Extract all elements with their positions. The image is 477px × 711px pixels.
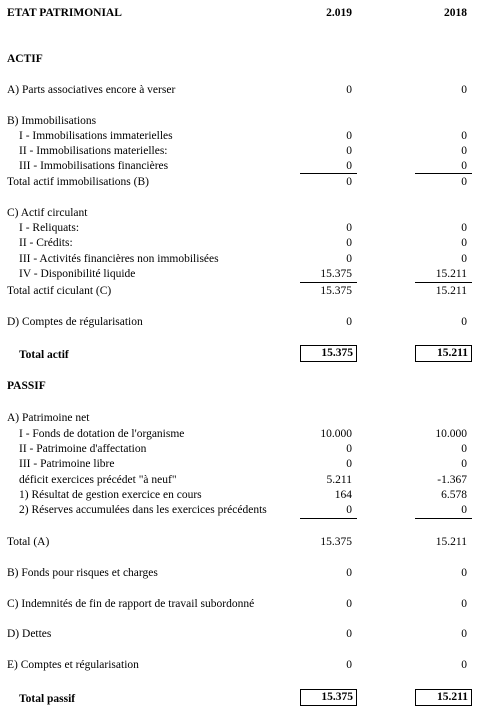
parts-label: A) Parts associatives encore à verser (7, 84, 176, 96)
circ-heading-row (0, 206, 477, 221)
total-a-value-2019: 15.375 (320, 536, 352, 548)
fonds-value-2019: 0 (346, 567, 352, 579)
circ-iv-value-2018: 15.211 (435, 268, 467, 280)
actif-regul-row (0, 315, 477, 330)
total-passif-row (0, 692, 477, 707)
dettes-value-2018: 0 (461, 628, 467, 640)
circ-i-label: I - Reliquats: (19, 222, 80, 234)
patr-result-value-2019: 164 (334, 489, 352, 501)
circ-total-row (0, 284, 477, 299)
patr-i-value-2019: 10.000 (320, 428, 352, 440)
actif-regul-label: D) Comptes de régularisation (7, 316, 143, 328)
patr-deficit-label: déficit exercices précédet "à neuf" (19, 474, 177, 486)
total-a-value-2018: 15.211 (435, 536, 467, 548)
patr-reserves-row (0, 503, 477, 518)
circ-total-value-2018: 15.211 (435, 285, 467, 297)
circ-heading: C) Actif circulant (7, 207, 88, 219)
indem-label: C) Indemnités de fin de rapport de travail subordonné (7, 598, 255, 610)
immob-ii-row (0, 144, 477, 159)
immob-ii-value-2018: 0 (461, 145, 467, 157)
circ-iv-row (0, 267, 477, 282)
immob-heading: B) Immobilisations (7, 115, 97, 127)
circ-iii-row (0, 252, 477, 267)
patr-result-value-2018: 6.578 (441, 489, 467, 501)
circ-subtotal-line-2018 (415, 282, 472, 283)
passif-heading: PASSIF (7, 380, 46, 392)
indem-value-2019: 0 (346, 598, 352, 610)
total-passif-box-2019: 15.375 (300, 689, 357, 706)
circ-ii-label: II - Crédits: (19, 237, 73, 249)
total-actif-label: Total actif (19, 349, 69, 361)
passif-regul-label: E) Comptes et régularisation (7, 659, 139, 671)
dettes-label: D) Dettes (7, 628, 52, 640)
immob-iii-value-2018: 0 (461, 160, 467, 172)
passif-regul-value-2018: 0 (461, 659, 467, 671)
circ-iii-value-2019: 0 (346, 253, 352, 265)
patr-iii-value-2018: 0 (461, 458, 467, 470)
immob-iii-value-2019: 0 (346, 160, 352, 172)
immob-ii-value-2019: 0 (346, 145, 352, 157)
patr-reserves-value-2018: 0 (461, 504, 467, 516)
circ-iii-value-2018: 0 (461, 253, 467, 265)
circ-iv-value-2019: 15.375 (320, 268, 352, 280)
actif-regul-value-2018: 0 (461, 316, 467, 328)
patr-heading-row (0, 411, 477, 426)
passif-regul-row (0, 658, 477, 673)
circ-total-value-2019: 15.375 (320, 285, 352, 297)
immob-iii-label: III - Immobilisations financières (19, 160, 169, 172)
indem-value-2018: 0 (461, 598, 467, 610)
patr-deficit-row (0, 473, 477, 488)
patr-ii-value-2019: 0 (346, 443, 352, 455)
patr-ii-label: II - Patrimoine d'affectation (19, 443, 147, 455)
immob-subtotal-line-2019 (300, 173, 357, 174)
total-passif-label: Total passif (19, 693, 76, 705)
circ-ii-value-2018: 0 (461, 237, 467, 249)
immob-heading-row (0, 114, 477, 129)
patr-ii-value-2018: 0 (461, 443, 467, 455)
parts-row (0, 83, 477, 98)
circ-iv-label: IV - Disponibilité liquide (19, 268, 136, 280)
immob-total-row (0, 175, 477, 190)
total-a-label: Total (A) (7, 536, 50, 548)
patr-iii-value-2019: 0 (346, 458, 352, 470)
immob-iii-row (0, 159, 477, 174)
immob-i-value-2018: 0 (461, 130, 467, 142)
patr-subtotal-line-2018 (415, 518, 472, 519)
patr-i-label: I - Fonds de dotation de l'organisme (19, 428, 185, 440)
immob-total-value-2018: 0 (461, 176, 467, 188)
dettes-row (0, 627, 477, 642)
fonds-row (0, 566, 477, 581)
fonds-label: B) Fonds pour risques et charges (7, 567, 158, 579)
immob-i-value-2019: 0 (346, 130, 352, 142)
patr-ii-row (0, 442, 477, 457)
page-title: ETAT PATRIMONIAL (7, 7, 122, 19)
patr-deficit-value-2018: -1.367 (437, 474, 467, 486)
passif-regul-value-2019: 0 (346, 659, 352, 671)
immob-i-row (0, 129, 477, 144)
circ-total-label: Total actif ciculant (C) (7, 285, 112, 297)
patr-reserves-value-2019: 0 (346, 504, 352, 516)
patr-iii-row (0, 457, 477, 472)
circ-subtotal-line-2019 (300, 282, 357, 283)
fonds-value-2018: 0 (461, 567, 467, 579)
patr-deficit-value-2019: 5.211 (326, 474, 352, 486)
immob-i-label: I - Immobilisations immaterielles (19, 130, 173, 142)
total-actif-box-2019: 15.375 (300, 345, 357, 362)
circ-iii-label: III - Activités financières non immobilisées (19, 253, 219, 265)
patr-subtotal-line-2019 (300, 518, 357, 519)
patr-result-label: 1) Résultat de gestion exercice en cours (19, 489, 202, 501)
actif-heading-row (0, 52, 477, 67)
circ-i-row (0, 221, 477, 236)
year-2-header: 2018 (444, 7, 467, 19)
immob-subtotal-line-2018 (415, 173, 472, 174)
dettes-value-2019: 0 (346, 628, 352, 640)
actif-regul-value-2019: 0 (346, 316, 352, 328)
passif-heading-row (0, 379, 477, 394)
immob-total-label: Total actif immobilisations (B) (7, 176, 149, 188)
total-passif-box-2018: 15.211 (415, 689, 472, 706)
total-actif-row (0, 348, 477, 363)
parts-value-2018: 0 (461, 84, 467, 96)
patr-reserves-label: 2) Réserves accumulées dans les exercices précédents (19, 504, 267, 516)
patr-result-row (0, 488, 477, 503)
actif-heading: ACTIF (7, 53, 43, 65)
total-a-row (0, 535, 477, 550)
year-1-header: 2.019 (326, 7, 352, 19)
indem-row (0, 597, 477, 612)
immob-total-value-2019: 0 (346, 176, 352, 188)
header-row (0, 6, 477, 21)
patr-heading: A) Patrimoine net (7, 412, 90, 424)
patr-i-row (0, 427, 477, 442)
patr-iii-label: III - Patrimoine libre (19, 458, 115, 470)
circ-ii-row (0, 236, 477, 251)
total-actif-box-2018: 15.211 (415, 345, 472, 362)
circ-i-value-2018: 0 (461, 222, 467, 234)
patr-i-value-2018: 10.000 (435, 428, 467, 440)
immob-ii-label: II - Immobilisations materielles: (19, 145, 168, 157)
parts-value-2019: 0 (346, 84, 352, 96)
circ-ii-value-2019: 0 (346, 237, 352, 249)
circ-i-value-2019: 0 (346, 222, 352, 234)
